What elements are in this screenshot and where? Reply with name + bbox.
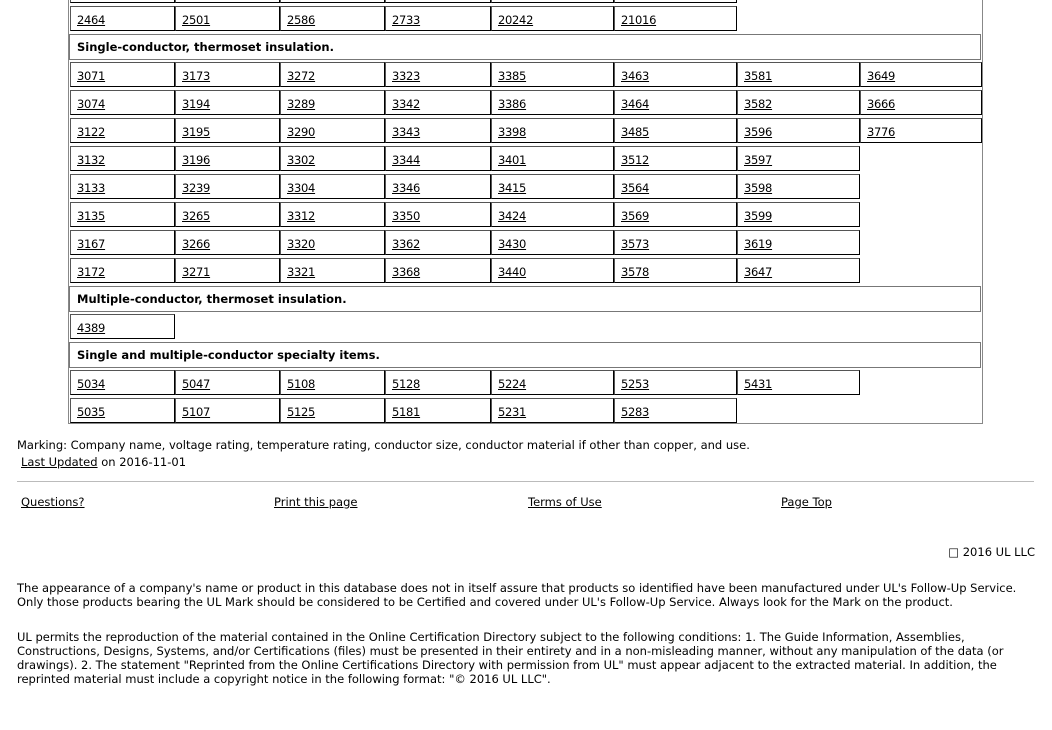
print-page-link[interactable]: Print this page	[274, 495, 358, 509]
file-number-link[interactable]: 3649	[867, 69, 896, 83]
last-updated-date: on 2016-11-01	[97, 455, 187, 469]
file-number-link[interactable]: 3573	[621, 237, 650, 251]
file-number-link[interactable]: 3430	[498, 237, 527, 251]
file-number-link[interactable]: 3343	[392, 125, 421, 139]
file-number-link[interactable]: 5181	[392, 405, 421, 419]
file-number-link[interactable]: 21016	[621, 13, 657, 27]
table-cell	[385, 0, 491, 3]
page-top-link[interactable]: Page Top	[781, 495, 832, 509]
table-cell	[175, 62, 280, 87]
table-cell	[737, 258, 860, 283]
table-cell	[70, 146, 175, 171]
file-number-link[interactable]: 3569	[621, 209, 650, 223]
table-cell	[280, 0, 385, 3]
file-number-link[interactable]: 3599	[744, 209, 773, 223]
file-number-link[interactable]: 5108	[287, 377, 316, 391]
permission-notice: UL permits the reproduction of the material contained in the Online Certification Directory subject to the following conditions: 1. The Guide Information, Assemblies, Constructions, Designs, Systems, and/or Certifications (files) must be presented in their entirety and in a non-misleading manner, without any manipulation of the data (or drawings). 2. The statement "Reprinted from the Online Certifications Directory with permission from UL" must appear adjacent to the extracted material. In addition, the reprinted material must include a copyright notice in the following format: "© 2016 UL LLC".	[17, 630, 1004, 686]
file-number-link[interactable]: 3172	[77, 265, 106, 279]
marking-text: Marking: Company name, voltage rating, temperature rating, conductor size, conductor material if other than copper, and use.	[17, 438, 750, 452]
file-number-link[interactable]: 3582	[744, 97, 773, 111]
file-number-link[interactable]: 5431	[744, 377, 773, 391]
table-cell	[491, 258, 614, 283]
file-number-link[interactable]: 3485	[621, 125, 650, 139]
file-number-link[interactable]: 3424	[498, 209, 527, 223]
section-header: Multiple-conductor, thermoset insulation.	[69, 286, 981, 312]
table-cell	[737, 174, 860, 199]
section-header: Single and multiple-conductor specialty items.	[69, 342, 981, 368]
table-cell	[280, 258, 385, 283]
file-number-link[interactable]: 5034	[77, 377, 106, 391]
file-number-link[interactable]: 3346	[392, 181, 421, 195]
file-number-link[interactable]: 3271	[182, 265, 211, 279]
file-number-link[interactable]: 3133	[77, 181, 106, 195]
file-number-link[interactable]: 5283	[621, 405, 650, 419]
questions-link[interactable]: Questions?	[21, 495, 85, 509]
table-cell	[70, 90, 175, 115]
table-cell	[70, 314, 175, 339]
file-number-link[interactable]: 3386	[498, 97, 527, 111]
file-number-link[interactable]: 3290	[287, 125, 316, 139]
table-cell	[385, 230, 491, 255]
table-cell	[614, 202, 737, 227]
table-cell	[860, 118, 982, 143]
table-cell	[737, 62, 860, 87]
file-number-link[interactable]: 3342	[392, 97, 421, 111]
file-number-link[interactable]: 3401	[498, 153, 527, 167]
file-number-link[interactable]: 2501	[182, 13, 211, 27]
file-number-link[interactable]: 3289	[287, 97, 316, 111]
file-number-link[interactable]: 3512	[621, 153, 650, 167]
table-cell	[70, 370, 175, 395]
table-cell	[385, 90, 491, 115]
table-cell	[491, 62, 614, 87]
file-number-link[interactable]: 3564	[621, 181, 650, 195]
file-number-link[interactable]: 3239	[182, 181, 211, 195]
file-number-link[interactable]: 3302	[287, 153, 316, 167]
table-cell	[614, 146, 737, 171]
table-cell	[614, 370, 737, 395]
file-number-link[interactable]: 3304	[287, 181, 316, 195]
file-number-link[interactable]: 5231	[498, 405, 527, 419]
file-number-link[interactable]: 2733	[392, 13, 421, 27]
file-number-link[interactable]: 3597	[744, 153, 773, 167]
table-cell	[614, 398, 737, 423]
table-cell	[385, 398, 491, 423]
file-number-link[interactable]: 3581	[744, 69, 773, 83]
table-cell	[175, 90, 280, 115]
table-cell	[70, 202, 175, 227]
table-cell	[385, 118, 491, 143]
table-cell	[70, 118, 175, 143]
table-cell	[614, 230, 737, 255]
file-number-link[interactable]: 3776	[867, 125, 896, 139]
table-cell	[614, 118, 737, 143]
table-cell	[385, 62, 491, 87]
file-number-link[interactable]: 5047	[182, 377, 211, 391]
table-cell	[175, 0, 280, 3]
file-number-link[interactable]: 20242	[498, 13, 534, 27]
table-cell	[491, 118, 614, 143]
file-number-link[interactable]: 3132	[77, 153, 106, 167]
file-number-link[interactable]: 2586	[287, 13, 316, 27]
file-number-link[interactable]: 3194	[182, 97, 211, 111]
file-number-link[interactable]: 5125	[287, 405, 316, 419]
table-cell	[491, 202, 614, 227]
file-number-link[interactable]: 3196	[182, 153, 211, 167]
table-cell	[491, 230, 614, 255]
table-cell	[70, 230, 175, 255]
table-cell	[385, 370, 491, 395]
file-number-link[interactable]: 3320	[287, 237, 316, 251]
table-cell	[385, 6, 491, 31]
table-cell	[175, 118, 280, 143]
section-header: Single-conductor, thermoset insulation.	[69, 34, 981, 60]
table-cell	[491, 146, 614, 171]
table-cell	[737, 90, 860, 115]
table-cell	[614, 90, 737, 115]
file-number-link[interactable]: 3350	[392, 209, 421, 223]
table-cell	[280, 118, 385, 143]
table-cell	[385, 174, 491, 199]
table-cell	[737, 118, 860, 143]
file-number-link[interactable]: 3385	[498, 69, 527, 83]
file-number-link[interactable]: 3195	[182, 125, 211, 139]
file-number-link[interactable]: 5128	[392, 377, 421, 391]
file-number-link[interactable]: 5107	[182, 405, 211, 419]
file-number-link[interactable]: 3321	[287, 265, 316, 279]
table-cell	[280, 398, 385, 423]
file-number-link[interactable]: 5253	[621, 377, 650, 391]
file-number-link[interactable]: 3398	[498, 125, 527, 139]
file-number-link[interactable]: 3666	[867, 97, 896, 111]
table-cell	[280, 202, 385, 227]
table-cell	[491, 370, 614, 395]
copyright: □ 2016 UL LLC	[948, 545, 1035, 559]
file-number-link[interactable]: 5035	[77, 405, 106, 419]
table-cell	[280, 370, 385, 395]
file-number-link[interactable]: 3440	[498, 265, 527, 279]
table-cell	[491, 90, 614, 115]
table-cell	[280, 230, 385, 255]
file-number-link[interactable]: 3344	[392, 153, 421, 167]
file-number-link[interactable]: 3071	[77, 69, 106, 83]
file-number-link[interactable]: 5224	[498, 377, 527, 391]
table-cell	[175, 174, 280, 199]
file-number-link[interactable]: 3135	[77, 209, 106, 223]
table-cell	[70, 62, 175, 87]
table-cell	[175, 370, 280, 395]
file-number-link[interactable]: 3598	[744, 181, 773, 195]
file-number-link[interactable]: 3272	[287, 69, 316, 83]
table-cell	[70, 0, 175, 3]
file-number-link[interactable]: 3578	[621, 265, 650, 279]
table-cell	[614, 174, 737, 199]
table-cell	[175, 146, 280, 171]
file-number-link[interactable]: 2464	[77, 13, 106, 27]
table-cell	[70, 258, 175, 283]
file-number-link[interactable]: 3122	[77, 125, 106, 139]
table-cell	[491, 6, 614, 31]
table-cell	[175, 398, 280, 423]
table-cell	[614, 62, 737, 87]
table-cell	[737, 146, 860, 171]
file-number-link[interactable]: 3463	[621, 69, 650, 83]
last-updated	[21, 455, 186, 469]
file-number-link[interactable]: 3074	[77, 97, 106, 111]
table-cell	[491, 0, 614, 3]
table-cell	[860, 62, 982, 87]
table-cell	[614, 6, 737, 31]
table-cell	[491, 174, 614, 199]
table-cell	[737, 202, 860, 227]
file-number-link[interactable]: 3464	[621, 97, 650, 111]
file-number-link[interactable]: 3368	[392, 265, 421, 279]
table-cell	[175, 258, 280, 283]
table-cell	[614, 258, 737, 283]
terms-of-use-link[interactable]: Terms of Use	[528, 495, 602, 509]
file-number-link[interactable]: 3362	[392, 237, 421, 251]
table-cell	[280, 146, 385, 171]
table-cell	[385, 146, 491, 171]
table-cell	[175, 6, 280, 31]
file-number-link[interactable]: 3596	[744, 125, 773, 139]
file-number-link[interactable]: 3265	[182, 209, 211, 223]
table-cell	[70, 398, 175, 423]
table-cell	[280, 6, 385, 31]
table-cell	[737, 370, 860, 395]
table-cell	[175, 202, 280, 227]
file-number-link[interactable]: 3312	[287, 209, 316, 223]
file-number-link[interactable]: 3647	[744, 265, 773, 279]
file-number-link[interactable]: 3167	[77, 237, 106, 251]
table-cell	[385, 258, 491, 283]
table-cell	[737, 230, 860, 255]
divider	[17, 481, 1034, 482]
last-updated-link[interactable]: Last Updated	[21, 455, 98, 469]
disclaimer: The appearance of a company's name or product in this database does not in itself assure that products so identified have been manufactured under UL's Follow-Up Service. Only those products bearing the UL Mark should be considered to be Certified and covered under UL's Follow-Up Service. Always look for the Mark on the product.	[17, 581, 1017, 609]
table-cell	[175, 230, 280, 255]
file-number-table	[68, 0, 983, 424]
table-cell	[860, 90, 982, 115]
table-cell	[280, 90, 385, 115]
table-cell	[491, 398, 614, 423]
file-number-link[interactable]: 4389	[77, 321, 106, 335]
table-cell	[70, 174, 175, 199]
table-cell	[614, 0, 737, 3]
file-number-link[interactable]: 3323	[392, 69, 421, 83]
file-number-link[interactable]: 3266	[182, 237, 211, 251]
file-number-link[interactable]: 3415	[498, 181, 527, 195]
table-cell	[70, 6, 175, 31]
table-cell	[280, 62, 385, 87]
file-number-link[interactable]: 3173	[182, 69, 211, 83]
table-cell	[280, 174, 385, 199]
table-cell	[385, 202, 491, 227]
file-number-link[interactable]: 3619	[744, 237, 773, 251]
